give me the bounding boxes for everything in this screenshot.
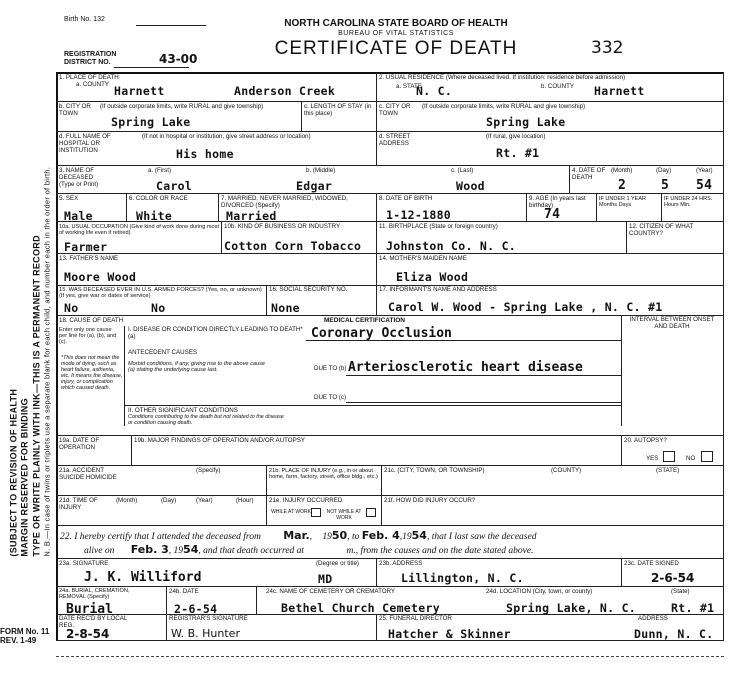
not-at-work-checkbox[interactable]	[366, 508, 376, 517]
burial-date-value: 2-6-54	[174, 602, 218, 616]
mother-name-value: Eliza Wood	[396, 270, 469, 284]
business-value: Cotton Corn Tobacco	[224, 239, 362, 253]
hospital-note: (If not in hospital or institution, give street address or location)	[142, 133, 311, 140]
form-number-line-2: REV. 1-49	[0, 635, 37, 645]
birthplace-label: 11. BIRTHPLACE (State or foreign country)	[379, 223, 498, 230]
birthplace-value: Johnston Co. N. C.	[386, 239, 517, 253]
last-name-value: Wood	[456, 179, 485, 193]
armed-forces-value: No	[64, 301, 79, 315]
attending-certification: 22. I hereby certify that I attended the deceased from Mar., 1950, to Feb. 4,1954, that I last saw the deceased	[60, 529, 537, 542]
registration-label: REGISTRATION	[64, 51, 117, 58]
death-year-value: 54	[696, 178, 713, 193]
death-certificate-form	[56, 4, 724, 664]
cert-text-d: , and that death occurred at	[198, 546, 305, 556]
occupation-value: Farmer	[64, 240, 108, 254]
autopsy-yes-checkbox[interactable]	[663, 451, 675, 462]
cemetery-value: Bethel Church Cemetery	[281, 601, 440, 615]
physician-address-label: 23b. ADDRESS	[379, 560, 423, 567]
date-signed-value: 2-6-54	[651, 571, 695, 585]
medical-certification-heading: MEDICAL CERTIFICATION	[324, 317, 406, 324]
age-label: 9. AGE (In years last birthday)	[529, 195, 586, 209]
injury-hour-label: (Hour)	[236, 497, 254, 504]
death-city-value: Spring Lake	[111, 115, 191, 129]
funeral-address-label: ADDRESS	[638, 615, 668, 622]
business-label: 10b. KIND OF BUSINESS OR INDUSTRY	[224, 223, 341, 230]
marital-status-label: 7. MARRIED, NEVER MARRIED, WIDOWED, DIVORCED (Specify)	[221, 195, 348, 209]
interval-label: INTERVAL BETWEEN ONSET AND DEATH	[629, 316, 715, 330]
residence-county-value: Harnett	[594, 84, 645, 98]
place-of-death-label: 1. PLACE OF DEATH	[59, 74, 119, 81]
form-number-line-1: FORM No. 11	[0, 627, 50, 636]
antecedent-causes-note: Morbid conditions, if any, giving rise to the above cause (a) stating the underlying cause last.	[128, 361, 266, 374]
citizen-label: 12. CITIZEN OF WHAT COUNTRY?	[629, 223, 694, 237]
cert-text-b: , that I last saw the deceased	[426, 532, 537, 542]
street-value: Rt. #1	[496, 146, 540, 160]
last-seen-alive-year: 54	[183, 543, 199, 556]
injury-county-label: (COUNTY)	[551, 467, 582, 474]
funeral-address-value: Dunn, N. C.	[634, 627, 714, 641]
date-received-label: DATE REC'D BY LOCAL REG.	[59, 615, 128, 629]
secondary-cause-value: Arteriosclerotic heart disease	[348, 360, 583, 375]
age-value: 74	[544, 207, 561, 222]
cert-to-label: , to	[347, 532, 360, 542]
autopsy-label: 20. AUTOPSY?	[624, 437, 667, 444]
social-security-label: 16. SOCIAL SECURITY NO.	[269, 286, 348, 293]
last-seen-alive-value: Feb. 3	[130, 543, 169, 556]
injury-year-label: (Year)	[196, 497, 213, 504]
residence-state-value: N. C.	[416, 84, 453, 98]
usual-residence-note: (Where deceased lived. If institution: residence before admission)	[445, 74, 626, 81]
death-city-note: (If outside corporate limits, write RURAL and give township)	[100, 103, 264, 110]
death-township-value: Anderson Creek	[234, 84, 336, 98]
form-number	[0, 628, 49, 646]
burial-label: 24a. BURIAL, CREMATION, REMOVAL (Specify)	[59, 588, 130, 601]
margin-line-3: TYPE OR WRITE PLAINLY WITH INK—THIS IS A PERMANENT RECORD	[30, 235, 41, 557]
cause-of-death-note: Enter only one cause per line for (a), (b), and (c).	[59, 327, 117, 346]
sex-value: Male	[64, 209, 93, 223]
death-county-label: a. COUNTY	[76, 81, 110, 88]
physician-address-value: Lillington, N. C.	[401, 571, 524, 585]
not-at-work-label: NOT WHILE AT WORK	[326, 509, 362, 521]
bureau-name: BUREAU OF VITAL STATISTICS	[338, 30, 454, 37]
length-of-stay-label: c. LENGTH OF STAY (in this place)	[304, 103, 372, 117]
marital-status-value: Married	[226, 209, 277, 223]
injury-occurred-label: 21e. INJURY OCCURRED	[269, 497, 343, 504]
birth-number-label: Birth No. 132	[64, 16, 105, 23]
cause-of-death-footnote: *This does not mean the mode of dying, such as heart failure, asthenia, etc. It means the disease, injury, or complication which caused death.	[61, 355, 123, 391]
first-name-label: a. (First)	[148, 167, 172, 174]
district-label: DISTRICT NO.	[64, 59, 111, 66]
under-24-hours-label: IF UNDER 24 HRS. Hours Min.	[664, 196, 713, 209]
degree-label: (Degree or title)	[316, 560, 359, 567]
death-year-label: (Year)	[696, 167, 713, 174]
occupation-label: 10a. USUAL OCCUPATION (Give kind of work done during most of working life even if retired)	[59, 224, 219, 237]
injury-state-label: (STATE)	[656, 467, 680, 474]
injury-month-label: (Month)	[116, 497, 138, 504]
attending-certification-line-2: alive on Feb. 3, 1954, and that death occurred at m., from the causes and on the date stated above.	[84, 543, 534, 556]
street-note: (If rural, give location)	[486, 133, 546, 140]
under-one-year-label: IF UNDER 1 YEAR Months Days	[599, 196, 646, 209]
usual-residence-label	[379, 75, 721, 82]
primary-cause-value: Coronary Occlusion	[311, 326, 452, 341]
death-month-value: 2	[618, 178, 627, 193]
time-of-injury-label: 21d. TIME OF INJURY	[59, 497, 98, 511]
name-of-deceased-label: 3. NAME OF DECEASED (Type or Print)	[59, 167, 99, 188]
injury-day-label: (Day)	[161, 497, 177, 504]
middle-name-value: Edgar	[296, 179, 333, 193]
funeral-director-value: Hatcher & Skinner	[388, 627, 511, 641]
cemetery-label: 24c. NAME OF CEMETERY OR CREMATORY	[266, 588, 396, 595]
residence-county-label: b. COUNTY	[541, 83, 575, 90]
attended-from-year: 50	[331, 529, 348, 542]
funeral-director-label: 25. FUNERAL DIRECTOR	[379, 615, 452, 622]
how-injury-label: 21f. HOW DID INJURY OCCUR?	[384, 497, 476, 504]
color-race-label: 6. COLOR OR RACE	[129, 195, 188, 202]
while-at-work-label: WHILE AT WORK	[271, 509, 311, 515]
date-of-death-label: 4. DATE OF DEATH	[572, 167, 606, 181]
cemetery-route-value: Rt. #1	[671, 601, 715, 615]
autopsy-no-checkbox[interactable]	[701, 451, 713, 462]
death-month-label: (Month)	[611, 167, 633, 174]
cert-text-e: m., from the causes and on the date stated above.	[346, 546, 534, 556]
date-of-birth-label: 8. DATE OF BIRTH	[379, 195, 433, 202]
due-to-c-label: DUE TO (c)	[314, 394, 347, 401]
disease-condition-label: I. DISEASE OR CONDITION DIRECTLY LEADING TO DEATH* (a)	[128, 326, 303, 340]
margin-line-4: N. B.—In case of twins or triplets use a separate blank for each child, and number each in the order of birth.	[42, 166, 52, 557]
hospital-label: d. FULL NAME OF HOSPITAL OR INSTITUTION	[59, 133, 111, 154]
social-security-value: None	[271, 301, 300, 315]
death-day-label: (Day)	[656, 167, 672, 174]
cert-text-c: alive on	[84, 546, 115, 556]
residence-city-value: Spring Lake	[486, 115, 566, 129]
cert-text-a: 22. I hereby certify that I attended the deceased from	[60, 532, 261, 542]
margin-line-1: (SUBJECT TO REVISION OF HEALTH	[8, 388, 19, 557]
residence-city-label: c. CITY OR TOWN	[379, 103, 411, 117]
color-race-value: White	[136, 209, 173, 223]
death-day-value: 5	[661, 178, 670, 193]
degree-value: MD	[318, 572, 333, 586]
mother-name-label: 14. MOTHER'S MAIDEN NAME	[379, 255, 467, 262]
father-name-value: Moore Wood	[64, 270, 137, 284]
registrar-signature-value: W. B. Hunter	[171, 627, 240, 640]
informant-label: 17. INFORMANT'S NAME AND ADDRESS	[379, 286, 497, 293]
major-findings-label: 19b. MAJOR FINDINGS OF OPERATION AND/OR AUTOPSY	[134, 437, 305, 444]
binding-margin-text	[8, 87, 51, 557]
attended-to-value: Feb. 4	[361, 529, 400, 542]
residence-state-label: a. STATE	[396, 83, 422, 90]
last-name-label: c. (Last)	[451, 167, 474, 174]
hospital-value: His home	[176, 147, 234, 161]
registrar-signature-label: REGISTRAR'S SIGNATURE	[169, 615, 248, 622]
accident-label: 21a. ACCIDENT SUICIDE HOMICIDE	[59, 467, 117, 481]
antecedent-causes-label: ANTECEDENT CAUSES	[128, 349, 197, 356]
armed-forces-label: 15. WAS DECEASED EVER IN U.S. ARMED FORCES? (Yes, no, or unknown) (If yes, give war or dates of service)	[59, 287, 262, 300]
sex-label: 5. SEX	[59, 195, 79, 202]
other-conditions-label: II. OTHER SIGNIFICANT CONDITIONS	[128, 407, 238, 414]
signature-label: 23a. SIGNATURE	[59, 560, 109, 567]
informant-value: Carol W. Wood - Spring Lake , N. C. #1	[388, 300, 663, 314]
cemetery-location-label: 24d. LOCATION (City, town, or county)	[486, 588, 593, 595]
registration-district-value: 43-00	[159, 52, 198, 66]
date-of-birth-value: 1-12-1880	[386, 208, 452, 222]
margin-line-2: MARGIN RESERVED FOR BINDING	[19, 398, 30, 557]
due-to-b-label: DUE TO (b)	[314, 365, 347, 372]
cause-of-death-label: 18. CAUSE OF DEATH	[59, 317, 124, 324]
physician-signature: J. K. Williford	[84, 570, 202, 585]
usual-residence-title: 2. USUAL RESIDENCE	[379, 74, 445, 81]
agency-name: NORTH CAROLINA STATE BOARD OF HEALTH	[284, 18, 508, 29]
autopsy-no-label: NO	[686, 455, 696, 462]
death-county-value: Harnett	[114, 84, 165, 98]
middle-name-label: b. (Middle)	[306, 167, 336, 174]
autopsy-yes-label: YES	[646, 455, 659, 462]
attended-to-year: 54	[411, 529, 427, 542]
injury-city-label: 21c. (CITY, TOWN, OR TOWNSHIP)	[384, 467, 485, 474]
document-title: CERTIFICATE OF DEATH	[274, 38, 518, 59]
attended-from-value: Mar.	[283, 529, 310, 542]
street-address-label: d. STREET ADDRESS	[379, 133, 411, 147]
other-conditions-note: Conditions contributing to the death but not related to the disease or condition causing death.	[128, 414, 284, 426]
date-received-value: 2-8-54	[66, 627, 110, 641]
accident-specify-label: (Specify)	[196, 467, 221, 474]
burial-date-label: 24b. DATE	[169, 588, 199, 595]
cemetery-location-value: Spring Lake, N. C.	[506, 601, 637, 615]
residence-city-note: (If outside corporate limits, write RURAL and give township)	[422, 103, 586, 110]
cemetery-state-label: (State)	[671, 588, 690, 595]
place-of-injury-label: 21b. PLACE OF INJURY (e.g., in or about home, farm, factory, street, office bldg., etc.)	[269, 468, 378, 481]
operation-date-label: 19a. DATE OF OPERATION	[59, 437, 100, 451]
death-city-label: b. CITY OR TOWN	[59, 103, 91, 117]
burial-value: Burial	[66, 602, 113, 617]
father-name-label: 13. FATHER'S NAME	[59, 255, 119, 262]
date-signed-label: 23c. DATE SIGNED	[624, 560, 679, 567]
certificate-number: 332	[591, 38, 624, 58]
first-name-value: Carol	[156, 179, 193, 193]
armed-forces-service-value: No	[151, 301, 166, 315]
while-at-work-checkbox[interactable]	[311, 508, 321, 517]
